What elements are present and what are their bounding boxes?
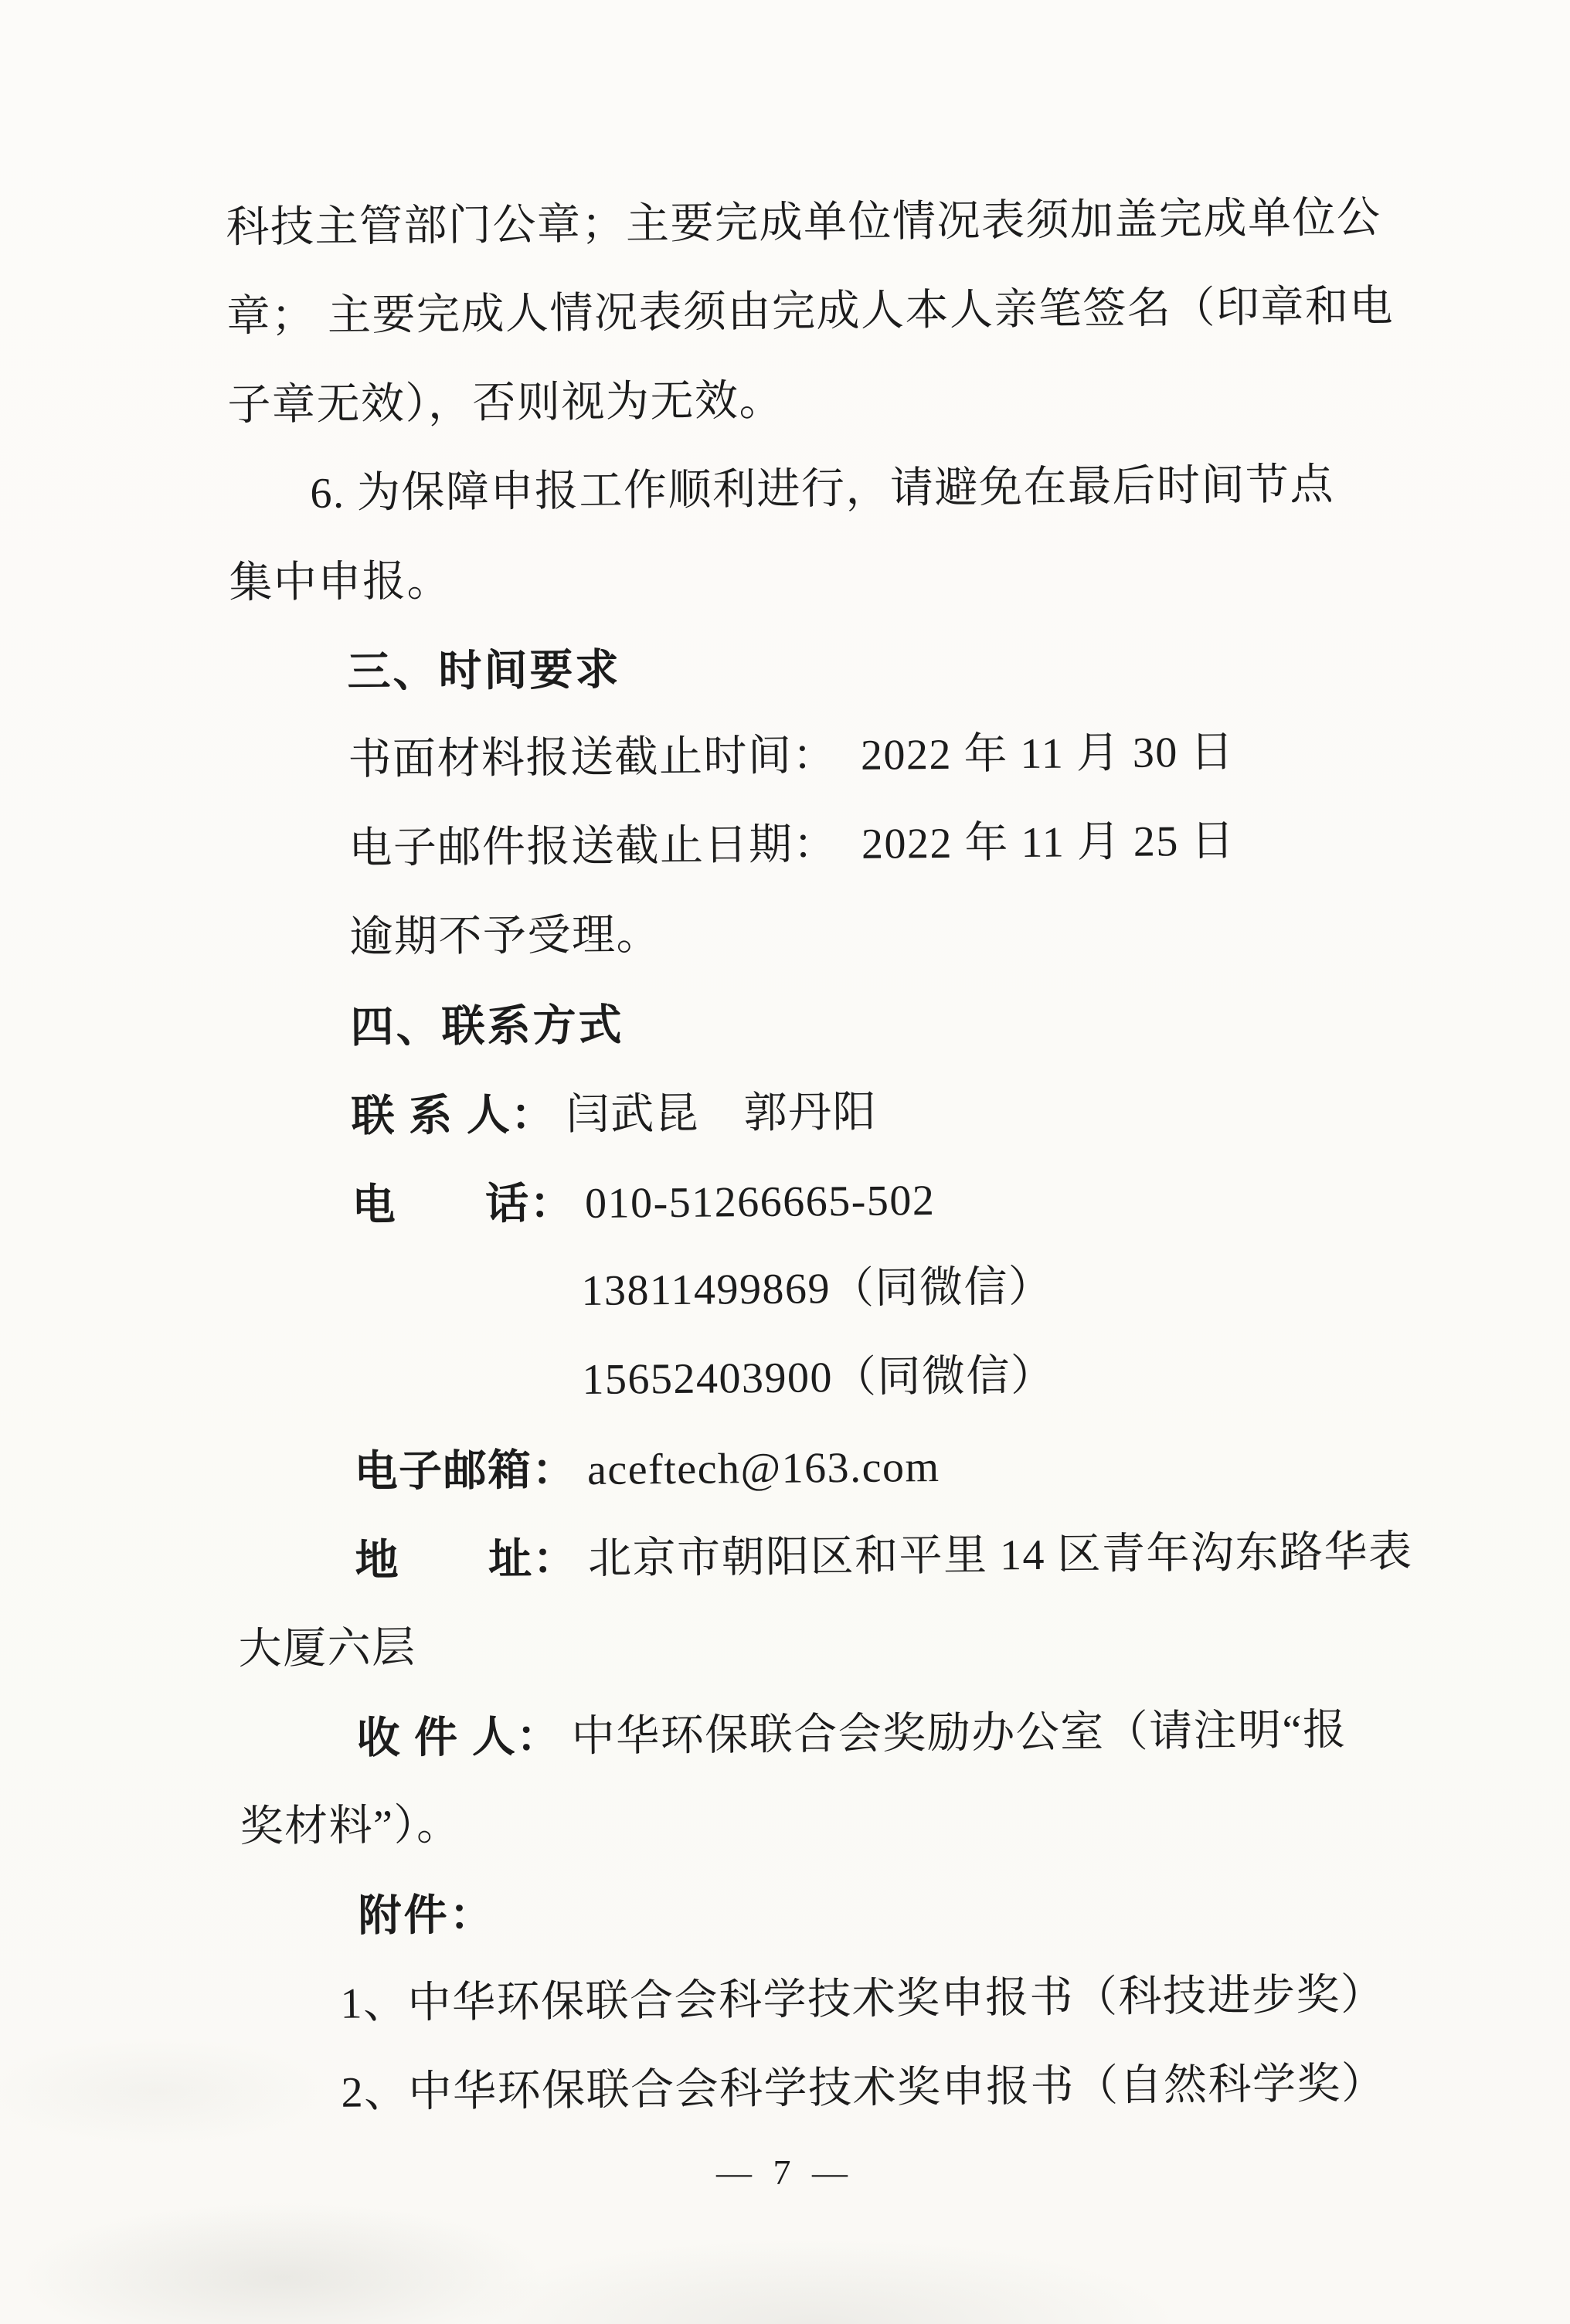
recipient-label: 收 件 人： bbox=[356, 1711, 561, 1762]
email-deadline: 电子邮件报送截止日期： 2022 年 11 月 25 日 bbox=[348, 817, 1236, 873]
section4-heading: 四、联系方式 bbox=[350, 1000, 624, 1052]
contact-person-value: 闫武昆 郭丹阳 bbox=[566, 1088, 878, 1140]
email-value: aceftech@163.com bbox=[586, 1442, 940, 1494]
seal-requirement-line3: 子章无效），否则视为无效。 bbox=[227, 376, 784, 430]
phone-mobile2-line: 15652403900（同微信） bbox=[582, 1351, 1055, 1405]
phone-line bbox=[234, 1150, 1456, 1250]
address-value: 北京市朝阳区和平里 14 区青年沟东路华表 bbox=[587, 1527, 1413, 1583]
phone-mobile1-line: 13811499869（同微信） bbox=[581, 1262, 1053, 1316]
phone-value: 010-51266665-502 bbox=[584, 1177, 936, 1228]
item6-line2: 集中申报。 bbox=[229, 557, 452, 607]
address-label: 地 址： bbox=[355, 1534, 578, 1585]
recipient-line bbox=[239, 1684, 1460, 1783]
address-continuation: 大厦六层 bbox=[238, 1623, 416, 1673]
address-line bbox=[237, 1506, 1459, 1605]
attachment-item-1: 1、中华环保联合会科学技术奖申报书（科技进步奖） bbox=[340, 1970, 1385, 2028]
document-body bbox=[226, 173, 1463, 2139]
page-number: — 7 — bbox=[716, 2152, 854, 2192]
seal-requirement-line1: 科技主管部门公章；主要完成单位情况表须加盖完成单位公 bbox=[226, 193, 1381, 252]
section3-heading: 三、时间要求 bbox=[347, 644, 621, 696]
contact-person-line bbox=[233, 1062, 1455, 1161]
item6-line1: 6. 为保障申报工作顺利进行，请避免在最后时间节点 bbox=[310, 460, 1335, 518]
overdue-note: 逾期不予受理。 bbox=[349, 911, 661, 962]
phone-label: 电 话： bbox=[352, 1178, 575, 1229]
contact-person-label: 联 系 人： bbox=[351, 1089, 556, 1140]
recipient-continuation: 奖材料”）。 bbox=[240, 1801, 461, 1851]
email-line bbox=[236, 1417, 1458, 1517]
paper-deadline: 书面材料报送截止时间： 2022 年 11 月 30 日 bbox=[348, 728, 1235, 784]
attachment-item-2: 2、中华环保联合会科学技术奖申报书（自然科学奖） bbox=[341, 2059, 1386, 2117]
seal-requirement-line2: 章； 主要完成人情况表须由完成人本人亲笔签名（印章和电 bbox=[226, 282, 1395, 341]
recipient-value: 中华环保联合会奖励办公室（请注明“报 bbox=[571, 1706, 1347, 1762]
attachments-heading: 附件： bbox=[358, 1890, 495, 1940]
email-label: 电子邮箱： bbox=[354, 1445, 577, 1496]
